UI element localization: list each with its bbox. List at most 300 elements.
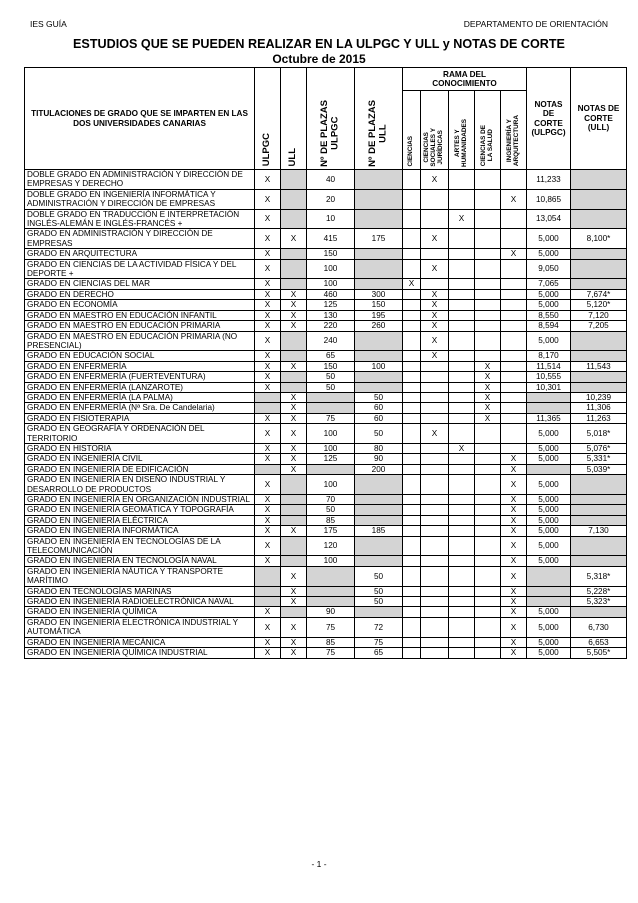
rama-mark xyxy=(475,586,501,596)
plazas-ulpgc: 100 xyxy=(307,424,355,444)
plazas-ulpgc: 75 xyxy=(307,413,355,423)
plazas-ulpgc: 415 xyxy=(307,229,355,249)
ull-mark xyxy=(281,259,307,279)
rama-mark: X xyxy=(501,526,527,536)
ull-mark xyxy=(281,351,307,361)
rama-mark xyxy=(403,310,421,320)
plazas-ull xyxy=(355,536,403,556)
degree-name: GRADO EN INGENIERÍA GEOMÁTICA Y TOPOGRAFÍA xyxy=(25,505,255,515)
col-header-rama-ciencias: CIENCIAS xyxy=(403,91,421,170)
rama-mark xyxy=(501,382,527,392)
degree-name: GRADO EN HISTORIA xyxy=(25,443,255,453)
rama-mark xyxy=(449,310,475,320)
rama-mark xyxy=(501,209,527,229)
nota-ull: 11,543 xyxy=(571,361,627,371)
plazas-ulpgc xyxy=(307,566,355,586)
degree-name: GRADO EN ENFERMERÍA (Nª Sra. De Candelaria) xyxy=(25,403,255,413)
degree-name: GRADO EN INGENIERÍA ELÉCTRICA xyxy=(25,515,255,525)
rama-mark xyxy=(403,637,421,647)
rama-mark xyxy=(403,259,421,279)
ulpgc-mark: X xyxy=(255,443,281,453)
rama-mark xyxy=(449,361,475,371)
rama-mark xyxy=(475,536,501,556)
rama-mark xyxy=(475,597,501,607)
table-row xyxy=(25,536,627,556)
ull-mark: X xyxy=(281,526,307,536)
nota-ulpgc: 5,000 xyxy=(527,249,571,259)
plazas-ulpgc: 125 xyxy=(307,300,355,310)
rama-mark xyxy=(449,259,475,279)
rama-mark: X xyxy=(449,443,475,453)
table-row xyxy=(25,424,627,444)
plazas-ull: 50 xyxy=(355,566,403,586)
ulpgc-mark: X xyxy=(255,321,281,331)
rama-mark: X xyxy=(421,424,449,444)
rama-mark: X xyxy=(501,475,527,495)
ulpgc-mark: X xyxy=(255,637,281,647)
rama-mark xyxy=(475,607,501,617)
plazas-ull xyxy=(355,331,403,351)
ulpgc-mark: X xyxy=(255,556,281,566)
rama-mark xyxy=(421,382,449,392)
plazas-ulpgc: 40 xyxy=(307,170,355,190)
nota-ull xyxy=(571,505,627,515)
nota-ulpgc xyxy=(527,392,571,402)
rama-mark xyxy=(501,392,527,402)
degree-name: GRADO EN FISIOTERAPIA xyxy=(25,413,255,423)
nota-ulpgc: 11,233 xyxy=(527,170,571,190)
nota-ulpgc: 10,301 xyxy=(527,382,571,392)
rama-mark xyxy=(421,526,449,536)
table-row xyxy=(25,556,627,566)
ulpgc-mark: X xyxy=(255,495,281,505)
ulpgc-mark: X xyxy=(255,361,281,371)
nota-ull: 5,323* xyxy=(571,597,627,607)
rama-mark xyxy=(421,189,449,209)
rama-mark: X xyxy=(421,351,449,361)
nota-ulpgc: 8,594 xyxy=(527,321,571,331)
plazas-ull xyxy=(355,170,403,190)
ull-mark: X xyxy=(281,566,307,586)
nota-ull xyxy=(571,351,627,361)
rama-mark xyxy=(421,464,449,474)
ull-mark xyxy=(281,475,307,495)
rama-mark xyxy=(421,515,449,525)
rama-mark: X xyxy=(403,279,421,289)
table-row xyxy=(25,229,627,249)
plazas-ull: 150 xyxy=(355,300,403,310)
plazas-ull xyxy=(355,515,403,525)
plazas-ulpgc: 100 xyxy=(307,556,355,566)
nota-ull xyxy=(571,556,627,566)
nota-ulpgc xyxy=(527,403,571,413)
rama-mark xyxy=(449,249,475,259)
ull-mark xyxy=(281,279,307,289)
rama-mark xyxy=(421,361,449,371)
plazas-ulpgc: 125 xyxy=(307,454,355,464)
plazas-ulpgc: 220 xyxy=(307,321,355,331)
degree-name: GRADO EN CIENCIAS DEL MAR xyxy=(25,279,255,289)
rama-mark: X xyxy=(421,259,449,279)
rama-mark xyxy=(403,229,421,249)
plazas-ulpgc: 100 xyxy=(307,259,355,279)
rama-mark xyxy=(501,229,527,249)
plazas-ulpgc: 120 xyxy=(307,536,355,556)
table-header-row xyxy=(25,68,627,91)
rama-mark: X xyxy=(475,413,501,423)
table-row xyxy=(25,454,627,464)
table-row xyxy=(25,382,627,392)
degree-name: DOBLE GRADO EN INGENIERÍA INFORMÁTICA Y ADMINISTRACIÓN Y DIRECCIÓN DE EMPRESAS xyxy=(25,189,255,209)
ull-mark: X xyxy=(281,289,307,299)
table-row xyxy=(25,464,627,474)
table-row xyxy=(25,637,627,647)
rama-mark: X xyxy=(475,403,501,413)
nota-ull: 8,100* xyxy=(571,229,627,249)
plazas-ulpgc: 65 xyxy=(307,351,355,361)
rama-mark xyxy=(403,597,421,607)
rama-mark xyxy=(449,475,475,495)
degree-name: DOBLE GRADO EN TRADUCCIÓN E INTERPRETACIÓN INGLÉS-ALEMÁN E INGLÉS-FRANCÉS + xyxy=(25,209,255,229)
table-row xyxy=(25,289,627,299)
rama-mark xyxy=(475,648,501,658)
rama-mark xyxy=(501,424,527,444)
degree-name: GRADO EN ARQUITECTURA xyxy=(25,249,255,259)
ulpgc-mark: X xyxy=(255,424,281,444)
rama-mark: X xyxy=(421,229,449,249)
plazas-ull xyxy=(355,351,403,361)
rama-mark xyxy=(403,351,421,361)
header-department: DEPARTAMENTO DE ORIENTACIÓN xyxy=(463,19,608,29)
plazas-ull xyxy=(355,556,403,566)
nota-ull xyxy=(571,536,627,556)
nota-ulpgc: 8,550 xyxy=(527,310,571,320)
rama-mark xyxy=(501,170,527,190)
rama-mark xyxy=(475,515,501,525)
rama-mark xyxy=(421,617,449,637)
rama-mark xyxy=(475,505,501,515)
nota-ulpgc: 5,000 xyxy=(527,505,571,515)
plazas-ull xyxy=(355,382,403,392)
nota-ull: 5,505* xyxy=(571,648,627,658)
rama-mark xyxy=(403,321,421,331)
rama-mark xyxy=(475,209,501,229)
rama-mark: X xyxy=(421,321,449,331)
ulpgc-mark: X xyxy=(255,351,281,361)
plazas-ull: 195 xyxy=(355,310,403,320)
degree-name: GRADO EN INGENIERÍA CIVIL xyxy=(25,454,255,464)
rama-mark xyxy=(403,607,421,617)
rama-mark xyxy=(403,249,421,259)
table-row xyxy=(25,515,627,525)
degree-name: GRADO EN INGENIERÍA RADIOELECTRÓNICA NAVAL xyxy=(25,597,255,607)
nota-ulpgc: 11,514 xyxy=(527,361,571,371)
plazas-ull xyxy=(355,189,403,209)
rama-mark xyxy=(421,209,449,229)
table-row xyxy=(25,189,627,209)
nota-ull: 7,674* xyxy=(571,289,627,299)
rama-mark: X xyxy=(421,300,449,310)
nota-ull xyxy=(571,209,627,229)
ulpgc-mark: X xyxy=(255,170,281,190)
ull-mark: X xyxy=(281,648,307,658)
nota-ulpgc: 5,000 xyxy=(527,454,571,464)
nota-ulpgc: 13,054 xyxy=(527,209,571,229)
rama-mark: X xyxy=(501,556,527,566)
rama-mark xyxy=(475,464,501,474)
ulpgc-mark: X xyxy=(255,279,281,289)
degree-name: GRADO EN INGENIERÍA EN ORGANIZACIÓN INDUSTRIAL xyxy=(25,495,255,505)
table-body xyxy=(25,170,627,659)
rama-mark xyxy=(421,279,449,289)
ulpgc-mark: X xyxy=(255,300,281,310)
rama-mark xyxy=(421,536,449,556)
plazas-ulpgc: 50 xyxy=(307,505,355,515)
plazas-ulpgc: 100 xyxy=(307,279,355,289)
nota-ull xyxy=(571,475,627,495)
nota-ull: 7,130 xyxy=(571,526,627,536)
plazas-ulpgc: 175 xyxy=(307,526,355,536)
ulpgc-mark: X xyxy=(255,259,281,279)
rama-mark xyxy=(403,495,421,505)
nota-ulpgc xyxy=(527,566,571,586)
rama-mark xyxy=(403,403,421,413)
nota-ulpgc: 5,000 xyxy=(527,556,571,566)
ull-mark: X xyxy=(281,229,307,249)
ulpgc-mark xyxy=(255,392,281,402)
plazas-ull: 200 xyxy=(355,464,403,474)
rama-mark xyxy=(421,475,449,495)
ull-mark: X xyxy=(281,637,307,647)
nota-ulpgc xyxy=(527,597,571,607)
document-title: ESTUDIOS QUE SE PUEDEN REALIZAR EN LA ULPGC Y ULL y NOTAS DE CORTE xyxy=(73,37,565,51)
rama-mark xyxy=(449,229,475,249)
table-row xyxy=(25,443,627,453)
nota-ull xyxy=(571,382,627,392)
degree-name: GRADO EN INGENIERÍA QUÍMICA xyxy=(25,607,255,617)
plazas-ull: 175 xyxy=(355,229,403,249)
table-row xyxy=(25,607,627,617)
rama-mark: X xyxy=(475,382,501,392)
rama-mark xyxy=(421,607,449,617)
rama-mark xyxy=(421,505,449,515)
ull-mark xyxy=(281,170,307,190)
plazas-ulpgc: 20 xyxy=(307,189,355,209)
nota-ulpgc: 5,000 xyxy=(527,607,571,617)
col-header-rama-sociales: CIENCIAS SOCIALES Y JURÍDICAS xyxy=(421,91,449,170)
nota-ull xyxy=(571,607,627,617)
rama-mark xyxy=(449,289,475,299)
col-header-ulpgc: ULPGC xyxy=(255,68,281,170)
degree-name: GRADO EN INGENIERÍA EN TECNOLOGÍAS DE LA TELECOMUNICACIÓN xyxy=(25,536,255,556)
plazas-ulpgc: 460 xyxy=(307,289,355,299)
ulpgc-mark: X xyxy=(255,515,281,525)
rama-mark xyxy=(449,331,475,351)
rama-mark xyxy=(475,495,501,505)
plazas-ull: 185 xyxy=(355,526,403,536)
rama-mark xyxy=(421,495,449,505)
rama-mark xyxy=(475,321,501,331)
rama-mark xyxy=(475,229,501,249)
rama-mark: X xyxy=(475,392,501,402)
rama-mark: X xyxy=(501,566,527,586)
rama-mark xyxy=(421,637,449,647)
nota-ull: 5,120* xyxy=(571,300,627,310)
plazas-ulpgc: 85 xyxy=(307,515,355,525)
rama-mark xyxy=(421,392,449,402)
plazas-ulpgc: 130 xyxy=(307,310,355,320)
degree-name: GRADO EN MAESTRO EN EDUCACIÓN PRIMARIA xyxy=(25,321,255,331)
table-row xyxy=(25,648,627,658)
degree-name: GRADO EN INGENIERÍA EN TECNOLOGÍA NAVAL xyxy=(25,556,255,566)
rama-mark xyxy=(403,566,421,586)
plazas-ulpgc xyxy=(307,597,355,607)
table-row xyxy=(25,331,627,351)
plazas-ulpgc: 150 xyxy=(307,361,355,371)
plazas-ulpgc: 75 xyxy=(307,617,355,637)
ulpgc-mark: X xyxy=(255,382,281,392)
nota-ulpgc: 5,000 xyxy=(527,289,571,299)
plazas-ull: 72 xyxy=(355,617,403,637)
degree-name: GRADO EN ECONOMÍA xyxy=(25,300,255,310)
rama-mark xyxy=(449,526,475,536)
ulpgc-mark: X xyxy=(255,209,281,229)
rama-mark xyxy=(403,443,421,453)
plazas-ull: 100 xyxy=(355,361,403,371)
nota-ulpgc: 5,000 xyxy=(527,229,571,249)
degree-name: GRADO EN GEOGRAFÍA Y ORDENACIÓN DEL TERRITORIO xyxy=(25,424,255,444)
degree-name: GRADO EN DERECHO xyxy=(25,289,255,299)
col-header-nota-ulpgc: NOTAS DE CORTE (ULPGC) xyxy=(527,68,571,170)
rama-mark xyxy=(403,586,421,596)
nota-ull: 5,331* xyxy=(571,454,627,464)
table-row xyxy=(25,495,627,505)
col-header-rama-artes: ARTES Y HUMANIDADES xyxy=(449,91,475,170)
nota-ulpgc: 10,555 xyxy=(527,372,571,382)
ull-mark xyxy=(281,372,307,382)
ull-mark xyxy=(281,382,307,392)
nota-ulpgc: 5,000 xyxy=(527,475,571,495)
plazas-ull: 300 xyxy=(355,289,403,299)
rama-mark xyxy=(501,289,527,299)
rama-mark xyxy=(449,189,475,209)
rama-mark xyxy=(449,607,475,617)
rama-mark xyxy=(501,443,527,453)
plazas-ull: 75 xyxy=(355,637,403,647)
rama-mark xyxy=(449,392,475,402)
degree-name: GRADO EN ENFERMERÍA xyxy=(25,361,255,371)
nota-ull: 5,228* xyxy=(571,586,627,596)
degree-name: GRADO EN INGENIERÍA MECÁNICA xyxy=(25,637,255,647)
degrees-table xyxy=(24,67,627,659)
table-row xyxy=(25,413,627,423)
rama-mark xyxy=(449,505,475,515)
rama-mark xyxy=(475,454,501,464)
rama-mark: X xyxy=(449,209,475,229)
col-header-titulaciones: TITULACIONES DE GRADO QUE SE IMPARTEN EN LAS DOS UNIVERSIDADES CANARIAS xyxy=(25,68,255,170)
plazas-ulpgc: 50 xyxy=(307,382,355,392)
rama-mark: X xyxy=(501,648,527,658)
rama-mark xyxy=(403,331,421,351)
nota-ulpgc: 8,170 xyxy=(527,351,571,361)
rama-mark xyxy=(403,526,421,536)
nota-ulpgc: 9,050 xyxy=(527,259,571,279)
rama-mark xyxy=(403,413,421,423)
ull-mark: X xyxy=(281,361,307,371)
degree-name: GRADO EN CIENCIAS DE LA ACTIVIDAD FÍSICA Y DEL DEPORTE + xyxy=(25,259,255,279)
degree-name: GRADO EN MAESTRO EN EDUCACIÓN PRIMARIA (NO PRESENCIAL) xyxy=(25,331,255,351)
plazas-ulpgc: 240 xyxy=(307,331,355,351)
degree-name: GRADO EN ENFERMERÍA (LA PALMA) xyxy=(25,392,255,402)
plazas-ull xyxy=(355,209,403,229)
rama-mark xyxy=(475,331,501,351)
ulpgc-mark: X xyxy=(255,372,281,382)
rama-mark xyxy=(475,170,501,190)
table-row xyxy=(25,597,627,607)
rama-mark xyxy=(449,321,475,331)
rama-mark xyxy=(475,189,501,209)
ull-mark xyxy=(281,556,307,566)
degree-name: GRADO EN INGENIERÍA DE EDIFICACIÓN xyxy=(25,464,255,474)
rama-mark xyxy=(501,321,527,331)
rama-mark xyxy=(421,586,449,596)
table-row xyxy=(25,392,627,402)
plazas-ulpgc xyxy=(307,403,355,413)
rama-mark xyxy=(449,300,475,310)
table-row xyxy=(25,321,627,331)
plazas-ulpgc xyxy=(307,392,355,402)
nota-ulpgc: 5,000 xyxy=(527,637,571,647)
ulpgc-mark: X xyxy=(255,454,281,464)
col-header-nota-ull: NOTAS DE CORTE (ULL) xyxy=(571,68,627,170)
plazas-ulpgc: 85 xyxy=(307,637,355,647)
nota-ull xyxy=(571,249,627,259)
table-row xyxy=(25,617,627,637)
degree-name: GRADO EN INGENIERÍA QUÍMICA INDUSTRIAL xyxy=(25,648,255,658)
rama-mark: X xyxy=(501,454,527,464)
rama-mark: X xyxy=(501,515,527,525)
table-row xyxy=(25,259,627,279)
plazas-ulpgc: 100 xyxy=(307,475,355,495)
ull-mark xyxy=(281,209,307,229)
plazas-ulpgc: 100 xyxy=(307,443,355,453)
rama-mark: X xyxy=(501,249,527,259)
table-row xyxy=(25,372,627,382)
rama-mark xyxy=(403,475,421,495)
col-header-rama-ingenieria: INGENIERÍA Y ARQUITECTURA xyxy=(501,91,527,170)
degree-name: GRADO EN TECNOLOGÍAS MARINAS xyxy=(25,586,255,596)
table-row xyxy=(25,526,627,536)
page-number: - 1 - xyxy=(311,859,327,869)
plazas-ull xyxy=(355,607,403,617)
col-header-rama: RAMA DEL CONOCIMIENTO xyxy=(403,68,527,91)
ulpgc-mark: X xyxy=(255,536,281,556)
rama-mark xyxy=(421,566,449,586)
plazas-ulpgc: 10 xyxy=(307,209,355,229)
ull-mark: X xyxy=(281,413,307,423)
ulpgc-mark: X xyxy=(255,648,281,658)
rama-mark xyxy=(449,382,475,392)
rama-mark xyxy=(475,424,501,444)
ulpgc-mark xyxy=(255,464,281,474)
rama-mark xyxy=(475,637,501,647)
rama-mark: X xyxy=(501,505,527,515)
rama-mark: X xyxy=(501,536,527,556)
plazas-ull: 65 xyxy=(355,648,403,658)
nota-ull: 11,306 xyxy=(571,403,627,413)
rama-mark xyxy=(403,209,421,229)
table-row xyxy=(25,566,627,586)
